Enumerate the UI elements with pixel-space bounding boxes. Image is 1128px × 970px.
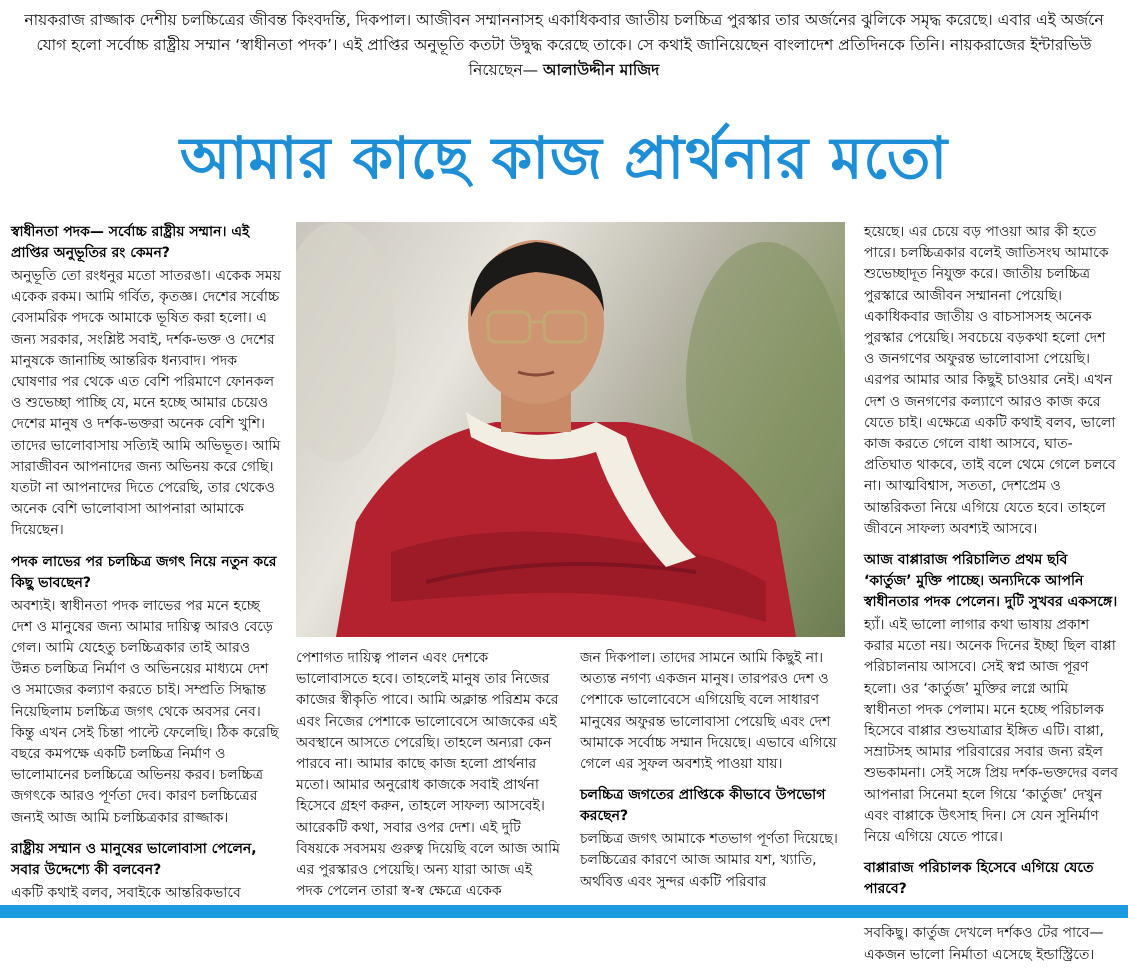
question: পদক লাভের পর চলচ্চিত্র জগৎ নিয়ে নতুন করে কিছু ভাবছেন? [11, 553, 277, 591]
intro-text: নায়করাজ রাজ্জাক দেশীয় চলচ্চিত্রের জীবন্ত কিংবদন্তি, দিকপাল। আজীবন সম্মাননাসহ একাধিকবার জাতীয় চলচ্চিত্র পুরস্কার তার অর্জনের ঝুলিকে সমৃদ্ধ করেছে। এবার এই অর্জনে যোগ হলো সর্বোচ্চ রাষ্ট্রীয় সম্মান ‘স্বাধীনতা পদক’। এই প্রাপ্তির অনুভূতি কতটা উদ্বুদ্ধ করেছে তাকে। সে কথাই জানিয়েছেন বাংলাদেশ প্রতিদিনকে তিনি। নায়করাজের ইন্টারভিউ নিয়েছেন— [24, 11, 1104, 79]
question: আজ বাপ্পারাজ পরিচালিত প্রথম ছবি ‘কার্তুজ’ মুক্তি পাচ্ছে। অন্যদিকে আপনি স্বাধীনতার পদক পেলেন। দুটি সুখবর একসঙ্গে। [864, 552, 1118, 611]
question: স্বাধীনতা পদক— সর্বোচ্চ রাষ্ট্রীয় সম্মান। এই প্রাপ্তির অনুভূতির রং কেমন? [11, 224, 250, 261]
answer: পেশাগত দায়িত্ব পালন এবং দেশকে ভালোবাসতে হবে। তাহলেই মানুষ তার নিজের কাজের স্বীকৃতি পাবে। আমি অক্লান্ত পরিশ্রম করে এবং নিজের পেশাকে ভালোবেসে আজকের এই অবস্থানে আসতে পেরেছি। তাহলে অন্যরা কেন পারবে না। আমার কাছে কাজ হলো প্রার্থনার মতো। আমার অনুরোধ কাজকে সবাই প্রার্থনা হিসেবে গ্রহণ করুন, তাহলে সাফল্য আসবেই। আরেকটি কথা, সবার ওপর দেশ। এই দুটি বিষয়কে সবসময় গুরুত্ব দিয়েছি বলে আজ আমি এর পুরস্কারও পেয়েছি। অন্য যারা আজ এই পদক পেলেন তারা স্ব-স্ব ক্ষেত্রে একেক [296, 650, 560, 900]
column-4 [864, 222, 1119, 970]
bottom-rule-gap [0, 901, 1128, 905]
answer: অবশ্যই। স্বাধীনতা পদক লাভের পর মনে হচ্ছে দেশ ও মানুষের জন্য আমার দায়িত্ব আরও বেড়ে গেল। আমি যেহেতু চলচ্চিত্রকার তাই আরও উন্নত চলচ্চিত্র নির্মাণ ও অভিনয়ের মাধ্যমে দেশ ও সমাজের কল্যাণ করতে চাই। সম্প্রতি সিদ্ধান্ত নিয়েছিলাম চলচ্চিত্র জগৎ থেকে অবসর নেব। কিন্তু এখন সেই চিন্তা পাল্টে ফেলেছি। ঠিক করেছি বছরে কমপক্ষে একটি চলচ্চিত্র নির্মাণ ও ভালোমানের চলচ্চিত্রে অভিনয় করব। চলচ্চিত্র জগৎকে আরও পূর্ণতা দেব। কারণ চলচ্চিত্রের জন্যই আজ আমি চলচ্চিত্রকার রাজ্জাক। [11, 597, 279, 826]
column-1 [11, 222, 281, 908]
answer: চলচ্চিত্র জগৎ আমাকে শতভাগ পূর্ণতা দিয়েছে। চলচ্চিত্রের কারণে আজ আমার যশ, খ্যাতি, অর্থবিত্ত এবং সুন্দর একটি পরিবার [580, 831, 838, 890]
question: বাপ্পারাজ পরিচালক হিসেবে এগিয়ে যেতে পারবে? [864, 860, 1094, 898]
intro-paragraph [14, 8, 1114, 83]
answer: হ্যাঁ। এই ভালো লাগার কথা ভাষায় প্রকাশ করার মতো নয়। অনেক দিনের ইচ্ছা ছিল বাপ্পা পরিচালনায় আসবে। সেই স্বপ্ন আজ পূরণ হলো। ওর ‘কার্তুজ’ মুক্তির লগ্নে আমি স্বাধীনতা পদক পেলাম। মনে হচ্ছে পরিচালক হিসেবে বাপ্পার শুভযাত্রার ইঙ্গিত এটি। বাপ্পা, সম্রাটসহ আমার পরিবারের সবার জন্য রইল শুভকামনা। সেই সঙ্গে প্রিয় দর্শক-ভক্তদের বলব আপনারা সিনেমা হলে গিয়ে ‘কার্তুজ’ দেখুন এবং বাপ্পাকে উৎসাহ দিন। সে যেন সুনির্মাণ নিয়ে এগিয়ে যেতে পারে। [864, 617, 1119, 846]
column-3 [580, 648, 845, 897]
portrait-photo [296, 222, 845, 637]
column-2 [296, 648, 561, 906]
headline: আমার কাছে কাজ প্রার্থনার মতো [179, 124, 949, 192]
question: রাষ্ট্রীয় সম্মান ও মানুষের ভালোবাসা পেলেন, সবার উদ্দেশ্যে কী বলবেন? [11, 840, 257, 878]
answer: হয়েছে। এর চেয়ে বড় পাওয়া আর কী হতে পারে। চলচ্চিত্রকার বলেই জাতিসংঘ আমাকে শুভেচ্ছাদূত নিযুক্ত করে। জাতীয় চলচ্চিত্র পুরস্কারে আজীবন সম্মাননা পেয়েছি। একাধিকবার জাতীয় ও বাচসাসসহ অনেক পুরস্কার পেয়েছি। সবচেয়ে বড়কথা হলো দেশ ও জনগণের অফুরন্ত ভালোবাসা পেয়েছি। এরপর আমার আর কিছুই চাওয়ার নেই। এখন দেশ ও জনগণের কল্যাণে আরও কাজ করে যেতে চাই। এক্ষেত্রে একটি কথাই বলব, ভালো কাজ করতে গেলে বাধা আসবে, ঘাত-প্রতিঘাত থাকবে, তাই বলে থেমে গেলে চলবে না। আত্মবিশ্বাস, সততা, দেশপ্রেম ও আন্তরিকতা নিয়ে এগিয়ে যেতে হবে। তাহলে জীবনে সাফল্য অবশ্যই আসবে। [864, 224, 1116, 537]
answer: একটি কথাই বলব, সবাইকে আন্তরিকভাবে [11, 884, 241, 901]
answer: জন দিকপাল। তাদের সামনে আমি কিছুই না। অত্যন্ত নগণ্য একজন মানুষ। তারপরও দেশ ও পেশাকে ভালোবেসে এগিয়েছি বলে সাধারণ মানুষের অফুরন্ত ভালোবাসা পেয়েছি এবং দেশ আমাকে সর্বোচ্চ সম্মান দিয়েছে। এভাবে এগিয়ে গেলে এর সুফল অবশ্যই পাওয়া যায়। [580, 650, 837, 773]
question: চলচ্চিত্র জগতের প্রাপ্তিকে কীভাবে উপভোগ করছেন? [580, 787, 826, 825]
answer: অনুভূতি তো রংধনুর মতো সাতরঙা। একেক সময় একেক রকম। আমি গর্বিত, কৃতজ্ঞ। দেশের সর্বোচ্চ বেসামরিক পদকে আমাকে ভূষিত করা হলো। এ জন্য সরকার, সংশ্লিষ্ট সবাই, দর্শক-ভক্ত ও দেশের মানুষকে জানাচ্ছি আন্তরিক ধন্যবাদ। পদক ঘোষণার পর থেকে এত বেশি পরিমাণে ফোনকল ও শুভেচ্ছা পাচ্ছি যে, মনে হচ্ছে আমার চেয়েও দেশের মানুষ ও দর্শক-ভক্তরা অনেক বেশি খুশি। তাদের ভালোবাসায় সত্যিই আমি অভিভূত। আমি সারাজীবন আপনাদের জন্য অভিনয় করে গেছি। যতটা না আপনাদের দিতে পেরেছি, তার থেকেও অনেক বেশি ভালোবাসা আপনারা আমাকে দিয়েছেন। [11, 268, 281, 539]
byline: আলাউদ্দীন মাজিদ [543, 61, 660, 79]
portrait-illustration [296, 222, 845, 637]
answer: সবকিছু। কার্তুজ দেখলে দর্শকও টের পাবে— একজন ভালো নির্মাতা এসেছে ইন্ডাস্ট্রিতে। [864, 925, 1104, 963]
bottom-rule [0, 901, 1128, 918]
